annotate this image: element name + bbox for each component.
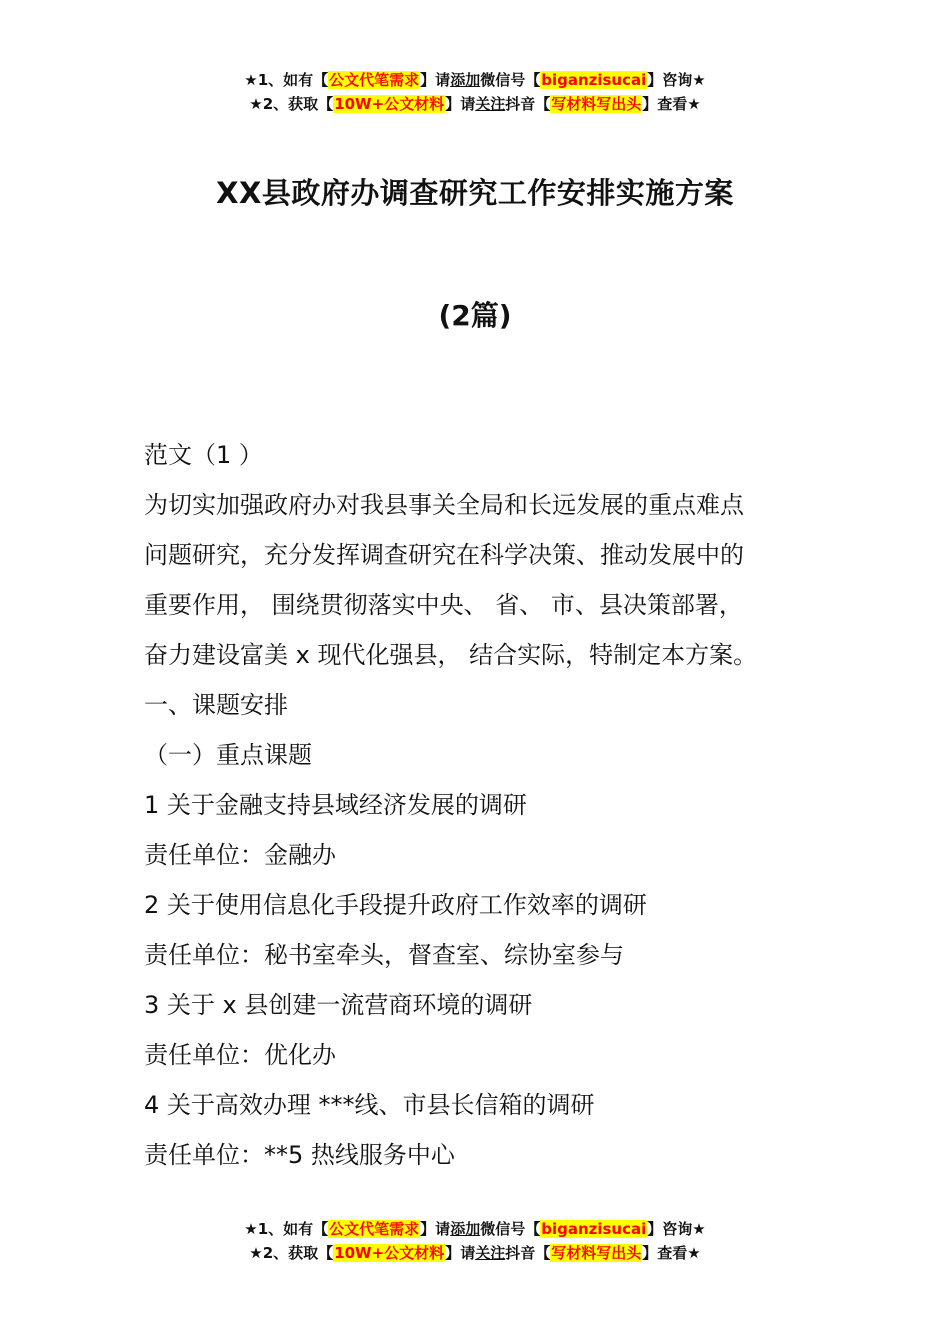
section-heading: 一、课题安排: [144, 691, 288, 719]
body-paragraph: 重要作用， 围绕贯彻落实中央、 省、 市、县决策部署，: [144, 591, 743, 619]
banner-highlight: biganzisucai: [541, 1220, 647, 1238]
banner-text: ★2、获取【: [249, 95, 334, 113]
banner-text: 微信号【: [480, 1220, 541, 1238]
responsible-unit: 责任单位：金融办: [144, 841, 336, 869]
banner-text: ★1、如有【: [244, 71, 329, 89]
body-paragraph: 范文（1 ）: [144, 441, 263, 469]
banner-line-2: [0, 1241, 950, 1265]
banner-text: 微信号【: [480, 71, 541, 89]
topic-item: 2 关于使用信息化手段提升政府工作效率的调研: [144, 891, 647, 919]
banner-text: 】查看★: [642, 1244, 701, 1262]
banner-text: 抖音【: [505, 1244, 551, 1262]
banner-highlight: 写材料写出头: [551, 1244, 642, 1262]
topic-item: 3 关于 x 县创建一流营商环境的调研: [144, 991, 533, 1019]
banner-text: 】请: [420, 71, 451, 89]
banner-underlined-text: 添加: [450, 1220, 481, 1238]
responsible-unit: 责任单位：秘书室牵头，督查室、综协室参与: [144, 941, 624, 969]
banner-text: 抖音【: [505, 95, 551, 113]
footer-banner: [0, 1217, 950, 1265]
banner-text: ★1、如有【: [244, 1220, 329, 1238]
banner-highlight: 公文代笔需求: [329, 1220, 420, 1238]
responsible-unit: 责任单位：优化办: [144, 1041, 336, 1069]
body-paragraph: 问题研究，充分发挥调查研究在科学决策、推动发展中的: [144, 541, 744, 569]
banner-highlight: biganzisucai: [541, 71, 647, 89]
topic-item: 1 关于金融支持县域经济发展的调研: [144, 791, 527, 819]
banner-line-2: [0, 92, 950, 116]
banner-text: ★2、获取【: [249, 1244, 334, 1262]
banner-text: 】请: [445, 1244, 476, 1262]
document-body: [144, 430, 824, 1180]
body-paragraph: 奋力建设富美 x 现代化强县， 结合实际，特制定本方案。: [144, 641, 758, 669]
banner-highlight: 公文代笔需求: [329, 71, 420, 89]
document-subtitle: (2篇): [438, 299, 512, 332]
responsible-unit: 责任单位：**5 热线服务中心: [144, 1141, 455, 1169]
banner-text: 】咨询★: [647, 71, 706, 89]
banner-text: 】请: [445, 95, 476, 113]
document-title: XX县政府办调查研究工作安排实施方案: [216, 176, 734, 211]
body-paragraph: 为切实加强政府办对我县事关全局和长远发展的重点难点: [144, 491, 744, 519]
banner-line-1: [0, 68, 950, 92]
banner-line-1: [0, 1217, 950, 1241]
banner-underlined-text: 关注: [475, 95, 506, 113]
banner-highlight: 10W+公文材料: [334, 1244, 445, 1262]
header-banner: [0, 68, 950, 116]
banner-underlined-text: 添加: [450, 71, 481, 89]
banner-highlight: 10W+公文材料: [334, 95, 445, 113]
banner-underlined-text: 关注: [475, 1244, 506, 1262]
topic-item: 4 关于高效办理 ***线、市县长信箱的调研: [144, 1091, 595, 1119]
banner-text: 】查看★: [642, 95, 701, 113]
banner-text: 】咨询★: [647, 1220, 706, 1238]
banner-text: 】请: [420, 1220, 451, 1238]
banner-highlight: 写材料写出头: [551, 95, 642, 113]
subsection-heading: （一）重点课题: [144, 741, 312, 769]
